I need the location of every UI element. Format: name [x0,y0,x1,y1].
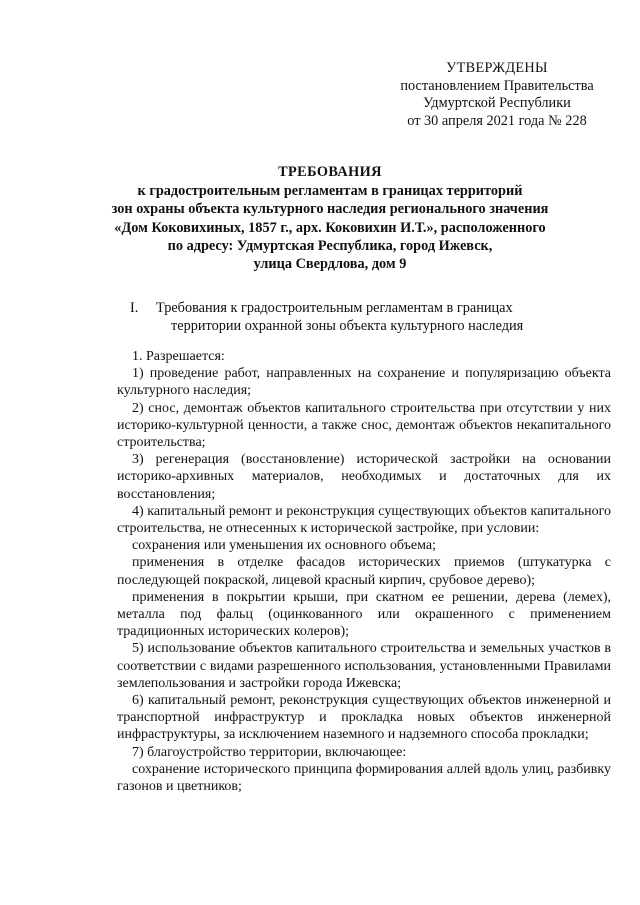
approval-block [372,60,622,130]
document-title: ТРЕБОВАНИЯ [278,164,382,180]
paragraph: применения в отделке фасадов исторических приемов (штукатурка с последующей покраской, лицевой красный кирпич, срубовое дерево); [117,555,611,588]
approval-line-1: постановлением Правительства [400,77,594,94]
approval-line-3: от 30 апреля 2021 года № 228 [407,112,587,129]
approval-title: УТВЕРЖДЕНЫ [446,60,548,76]
paragraph: применения в покрытии крыши, при скатном ее решении, дерева (лемех), металла под фальц (оцинкованного или окрашенного с применением традиционных исторических колеров); [117,589,611,640]
paragraph: 7) благоустройство территории, включающее: [132,744,407,760]
paragraph: 1. Разрешается: [132,349,225,364]
document-subtitle-line: «Дом Коковихиных, 1857 г., арх. Коковихин И.Т.», расположенного [114,219,546,236]
paragraph: 5) использование объектов капитального строительства и земельных участков в соответствии с видами разрешенного использования, установленными Правилами землепользования и застройки города Ижевска; [117,641,611,691]
paragraph: 3) регенерация (восстановление) исторической застройки на основании историко-архивных материалов, необходимых и достаточных для их восстановления; [117,452,611,502]
paragraph: сохранения или уменьшения их основного объема; [132,538,437,554]
document-subtitle-line: к градостроительным регламентам в границах территорий [137,183,523,200]
section-heading [130,299,570,335]
document-subtitle-line: по адресу: Удмуртская Республика, город Ижевск, [167,237,493,254]
document-title-block [100,163,560,273]
paragraph: 1) проведение работ, направленных на сохранение и популяризацию объекта культурного наследия; [117,366,611,399]
section-heading-line-1 [130,299,570,317]
document-subtitle-line: зон охраны объекта культурного наследия регионального значения [111,201,549,218]
document-subtitle-line: улица Свердлова, дом 9 [253,256,407,273]
approval-line-2: Удмуртской Республики [423,95,571,111]
section-heading-text-1: Требования к градостроительным регламентам в границах [156,300,513,316]
section-heading-text-2: территории охранной зоны объекта культурного наследия [171,318,524,334]
paragraph: 6) капитальный ремонт, реконструкция существующих объектов инженерной и транспортной инфраструктур и прокладка новых объектов инженерной инфраструктуры, за исключением наземного и надземного способа прокладки; [117,693,611,743]
paragraph: сохранение исторического принципа формирования аллей вдоль улиц, разбивку газонов и цветников; [117,761,611,795]
document-body [117,348,611,795]
section-number: I. [130,300,139,316]
paragraph: 2) снос, демонтаж объектов капитального строительства при отсутствии у них историко-культурной ценности, а также снос, демонтаж объектов некапитального строительства; [117,400,611,451]
paragraph: 4) капитальный ремонт и реконструкция существующих объектов капитального строительства, не отнесенных к исторической застройке, при условии: [117,503,611,537]
